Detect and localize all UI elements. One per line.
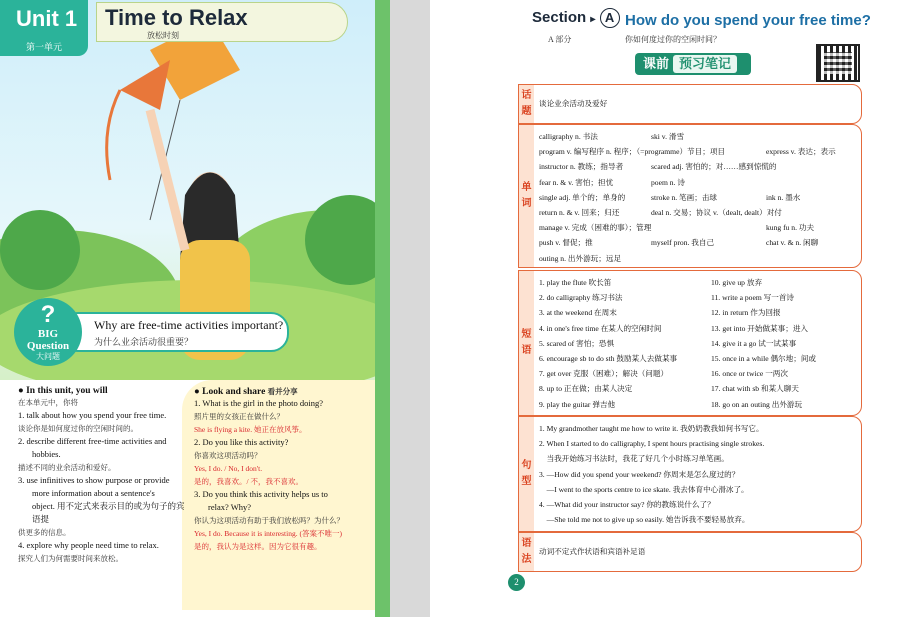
unit-label: Unit 1 [16,6,78,31]
phrase-item: 3. at the weekend 在周末 [539,308,617,318]
goal-3-zh: 供更多的信息。 [18,528,71,537]
phrases-tag: 短 语 [519,271,534,415]
vocab-item [766,251,866,266]
phrase-item: 4. in one's free time 在某人的空闲时间 [539,323,662,333]
vocab-item [766,205,866,220]
ls-a3-zh: 是的，我认为是这样。因为它很有趣。 [194,542,322,551]
phrases-box [518,270,862,416]
phrase-item: 12. in return 作为回报 [711,308,781,318]
qr-code-icon[interactable] [816,44,860,82]
goal-2-en-cont: hobbies. [32,449,61,459]
section-question: How do you spend your free time? [625,12,871,29]
phrase-item: 2. do calligraphy 练习书法 [539,293,623,303]
vocab-item [766,175,866,190]
phrase-item: 6. encourage sb to do sth 鼓励某人去做某事 [539,354,678,364]
big-question-text-zh: 为什么业余活动很重要？ [94,337,194,347]
phrase-item: 13. get into 开始做某事；进入 [711,323,809,333]
goal-1-en: 1. talk about how you spend your free time. [18,410,167,420]
vocab-item: stroke n. 笔画；击球 [651,192,718,202]
page-edge-strip [375,0,390,617]
grammar-box [518,532,862,572]
unit-goals-column [18,386,188,565]
section-question-zh: 你如何度过你的空闲时间？ [625,35,721,44]
sentence-line: 2. When I started to do calligraphy, I spent hours practising single strokes. [539,439,765,449]
grammar-text: 动词不定式作状语和宾语补足语 [539,547,646,556]
vocab-item: ink n. 墨水 [766,192,801,202]
sentences-list [539,421,855,527]
question-label-zh: 大问题 [36,352,60,361]
ls-q3-zh: 你认为这项活动有助于我们放松吗？为什么？ [194,516,344,525]
topic-tag: 话 题 [519,85,534,123]
preview-notes-label: 预习笔记 [673,55,737,73]
vocab-item: calligraphy n. 书法 [539,132,598,141]
phrase-item: 7. get over 克服（困难）；解决（问题） [539,369,669,379]
phrase-item: 9. play the guitar 弹吉他 [539,399,616,409]
ls-q1-zh: 照片里的女孩正在做什么？ [194,412,284,421]
ls-q2-zh: 你喜欢这项活动吗？ [194,451,262,460]
vocab-item: program v. 编写程序 n. 程序；（=programme）节目；项目 [539,147,726,157]
big-question-bar [60,312,289,352]
vocab-item: single adj. 单个的；单身的 [539,192,626,202]
preview-label: 课前 [643,56,670,71]
ls-a2: Yes, I do. / No, I don't. [194,464,263,473]
look-and-share-column [194,386,370,553]
big-question-text: Why are free-time activities important? [94,318,284,332]
big-label: BIG [37,328,59,340]
phrase-item: 18. go on an outing 出外游玩 [711,399,803,409]
vocab-item: deal n. 交易；协议 v.（dealt, dealt）对付 [651,208,782,218]
sentences-tag: 句 型 [519,417,534,531]
vocab-item: scared adj. 害怕的；对……感到惊慌的 [651,162,777,172]
sentence-line: 4. —What did your instructor say? 你的教练说什么了？ [539,500,715,510]
goal-3-en-cont: more information about a sentence's [32,488,155,498]
goal-4-zh: 探究人们为何需要时间来放松。 [18,554,123,563]
topic-text: 谈论业余活动及爱好 [539,99,608,108]
ls-q2: 2. Do you like this activity? [194,437,289,447]
question-label: Question [26,340,70,352]
vocab-item: express v. 表达；表示 [766,147,836,157]
phrases-list [539,275,855,412]
goal-3-en-cont2: object. 用不定式来表示目的或为句子的宾语提 [32,501,185,524]
preview-notes-banner [635,53,751,75]
sentence-line: 3. —How did you spend your weekend? 你周末是怎么度过的？ [539,469,740,479]
section-label-zh: A 部分 [548,35,572,44]
goal-2-zh: 描述不同的业余活动和爱好。 [18,463,116,472]
vocab-item [766,129,866,144]
section-letter: A [600,8,620,28]
vocab-item [766,159,866,174]
sentence-line: —I went to the sports centre to ice skate. 我去体育中心滑冰了。 [539,484,749,494]
vocab-item: ski v. 滑雪 [651,132,685,141]
grammar-tag: 语 法 [519,533,534,571]
sentence-line: —She told me not to give up so easily. 她告诉我不要轻易放弃。 [539,515,750,525]
vocab-item: outing n. 出外游玩；远足 [539,253,622,263]
look-share-heading-zh: 看并分享 [267,387,298,396]
phrase-item: 11. write a poem 写一首诗 [711,293,795,303]
vocabulary-box [518,124,862,268]
arrow-icon: ▸ [590,14,596,25]
vocab-item: fear n. & v. 害怕；担忧 [539,177,614,187]
vocab-item: instructor n. 教练；指导者 [539,162,624,172]
look-share-heading: ● Look and share [194,387,266,397]
phrase-item: 17. chat with sb 和某人聊天 [711,384,799,394]
vocab-item [651,144,766,159]
ls-a2-zh: 是的，我喜欢。/ 不，我不喜欢。 [194,477,303,486]
ls-q1: 1. What is the girl in the photo doing? [194,398,323,408]
vocab-item: manage v. 完成（困难的事）；管理 [539,223,652,233]
ls-a3: Yes, I do. Because it is interesting. (答案不唯一) [194,529,342,538]
unit-title-box [96,2,348,42]
unit-tab [0,0,88,56]
unit-goals-heading-zh: 在本单元中，你将 [18,398,78,407]
vocab-item: push v. 督促；推 [539,238,593,248]
phrase-item: 14. give it a go 试一试某事 [711,338,797,348]
goal-3-en: 3. use infinitives to show purpose or provide [18,475,170,485]
vocab-item [651,220,766,235]
sentence-line: 1. My grandmother taught me how to write it. 我奶奶教我如何书写它。 [539,424,764,433]
vocabulary-list [539,129,855,266]
phrase-item: 10. give up 放弃 [711,278,763,287]
ls-q3-cont: relax? Why? [208,502,252,512]
phrase-item: 15. once in a while 偶尔地；间或 [711,354,817,364]
phrase-item: 8. up to 正在做；由某人决定 [539,384,633,394]
ls-a1: She is flying a kite. 她正在放风筝。 [194,425,307,434]
phrase-item: 1. play the flute 吹长笛 [539,278,612,287]
left-page [0,0,390,617]
ls-q3: 3. Do you think this activity helps us to [194,489,328,499]
right-page [430,0,911,617]
unit-label-zh: 第一单元 [26,42,63,52]
vocab-item [651,251,766,266]
section-label: Section [532,9,587,26]
big-question-badge [14,298,82,366]
goal-1-zh: 谈论你是如何度过你的空闲时间的。 [18,424,138,433]
vocab-item: poem n. 诗 [651,177,685,187]
goal-2-en: 2. describe different free-time activities and [18,436,167,446]
unit-title: Time to Relax [105,5,248,30]
page-number: 2 [508,574,525,591]
question-mark-icon: ? [40,301,56,328]
unit-goals-heading: ● In this unit, you will [18,386,108,396]
sentences-box [518,416,862,532]
vocab-item: kung fu n. 功夫 [766,223,815,233]
phrase-item: 5. scared of 害怕；恐惧 [539,338,615,348]
vocab-item: return n. & v. 回来；归还 [539,208,620,218]
section-heading [532,8,620,28]
unit-title-zh: 放松时刻 [147,31,179,40]
goal-4-en: 4. explore why people need time to relax. [18,540,159,550]
phrase-item: 16. once or twice 一两次 [711,369,788,379]
vocabulary-tag: 单 词 [519,125,534,267]
sentence-line: 当我开始练习书法时，我花了好几个小时练习单笔画。 [539,454,729,464]
topic-box [518,84,862,124]
vocab-item: chat v. & n. 闲聊 [766,238,819,248]
vocab-item: myself pron. 我自己 [651,238,715,248]
